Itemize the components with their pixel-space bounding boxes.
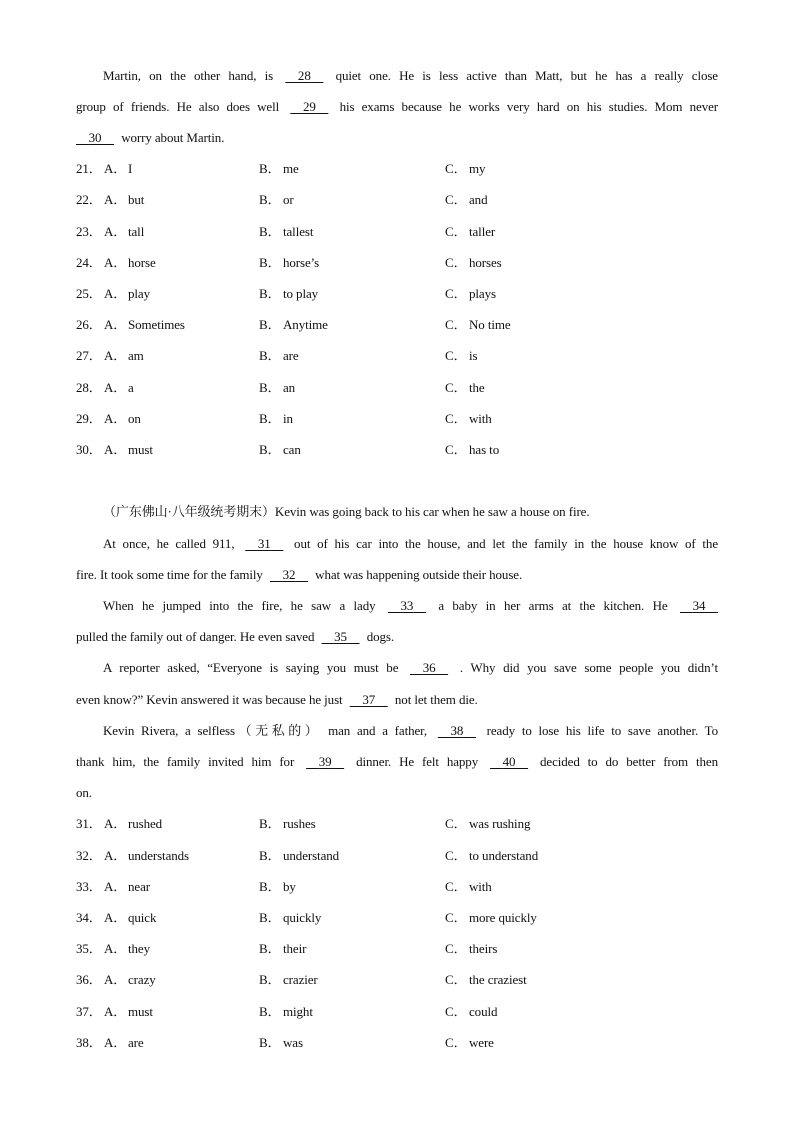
question-22-option-b[interactable] [259,190,294,210]
option-a[interactable]: quick [128,910,157,925]
text-segment: dinner. He felt happy [356,754,479,769]
option-a-label: A． [104,380,127,395]
option-b[interactable]: me [283,161,299,176]
option-b[interactable]: an [283,380,296,395]
question-21-option-b[interactable] [259,159,299,179]
question-22-option-c[interactable] [445,190,487,210]
option-a[interactable]: but [128,192,145,207]
option-c[interactable]: my [469,161,486,176]
option-b-label: B． [259,1004,281,1019]
option-c-label: C． [445,879,467,894]
text-segment: worry about Martin. [121,130,225,145]
option-c[interactable]: with [469,411,492,426]
question-35 [76,939,150,959]
question-38-option-c[interactable] [445,1033,494,1053]
question-22 [76,190,144,210]
question-23-option-c[interactable] [445,222,495,242]
text-segment: When he jumped into the fire, he saw a lady [103,598,376,613]
option-b[interactable]: Anytime [283,317,328,332]
question-number: 36． [76,972,102,987]
option-b[interactable]: horse’s [283,255,320,270]
question-30-option-c[interactable] [445,440,499,460]
question-25-option-c[interactable] [445,284,496,304]
option-a[interactable]: near [128,879,150,894]
text-segment: not let them die. [394,692,478,707]
option-b-label: B． [259,380,281,395]
text-segment: his exams because he works very hard on his studies. Mom never [339,99,718,114]
question-25 [76,284,150,304]
question-27-option-c[interactable] [445,346,477,366]
option-b-label: B． [259,255,281,270]
blank-35[interactable]: 35 [334,629,347,644]
option-a-label: A． [104,192,127,207]
question-35-option-c[interactable] [445,939,497,959]
question-number: 29． [76,411,102,426]
option-b[interactable]: might [283,1004,313,1019]
question-number: 22． [76,192,102,207]
option-a[interactable]: rushed [128,816,163,831]
option-c[interactable]: No time [469,317,511,332]
question-number: 21． [76,161,102,176]
option-c-label: C． [445,1004,467,1019]
option-a-label: A． [104,161,127,176]
question-29 [76,409,141,429]
question-number: 37． [76,1004,102,1019]
question-27 [76,346,144,366]
option-a[interactable]: they [128,941,150,956]
question-32-option-c[interactable] [445,846,538,866]
option-c-label: C． [445,1035,467,1050]
option-c[interactable]: with [469,879,492,894]
option-b-label: B． [259,1035,281,1050]
passage2-p1-line2 [76,565,718,585]
question-number: 33． [76,879,102,894]
question-26 [76,315,185,335]
option-b-label: B． [259,910,281,925]
option-b[interactable]: to play [283,286,319,301]
blank-36[interactable]: 36 [422,660,436,675]
option-b[interactable]: rushes [283,816,316,831]
option-c-label: C． [445,380,467,395]
option-a-label: A． [104,286,127,301]
option-b-label: B． [259,161,281,176]
option-c[interactable]: was rushing [469,816,531,831]
option-b-label: B． [259,848,281,863]
question-number: 35． [76,941,102,956]
text-segment: Kevin Rivera, a selfless（无私的） man and a father, [103,723,428,738]
question-34-option-c[interactable] [445,908,537,928]
passage1-line3 [76,128,718,148]
option-a-label: A． [104,816,127,831]
text-segment: what was happening outside their house. [315,567,523,582]
question-32 [76,846,189,866]
option-b[interactable]: quickly [283,910,322,925]
option-a[interactable]: horse [128,255,156,270]
option-b-label: B． [259,879,281,894]
option-a-label: A． [104,879,127,894]
question-26-option-b[interactable] [259,315,328,335]
text-segment: quiet one. He is less active than Matt, but he has a really close [335,68,718,83]
text-segment: even know?” Kevin answered it was because he just [76,692,343,707]
passage-source-heading: （广东佛山·八年级统考期末）Kevin was going back to his car when he saw a house on fire. [103,504,590,519]
option-b-label: B． [259,224,281,239]
option-c-label: C． [445,816,467,831]
question-number: 26． [76,317,102,332]
passage2-p4-line1 [103,721,718,741]
passage2-p4-line3 [76,783,718,803]
blank-40[interactable]: 40 [502,754,516,769]
passage2-p2-line2 [76,627,718,647]
option-b-label: B． [259,192,281,207]
option-a-label: A． [104,255,127,270]
question-25-option-b[interactable] [259,284,318,304]
option-c[interactable]: and [469,192,488,207]
text-segment: a baby in her arms at the kitchen. He [438,598,668,613]
option-c[interactable]: plays [469,286,496,301]
text-segment: At once, he called 911, [103,536,235,551]
question-28-option-b[interactable] [259,378,295,398]
option-b[interactable]: can [283,442,301,457]
passage1-line2 [76,97,718,117]
text-segment: thank him, the family invited him for [76,754,295,769]
question-23-option-b[interactable] [259,222,313,242]
option-a-label: A． [104,1035,127,1050]
option-c[interactable]: horses [469,255,502,270]
text-segment: A reporter asked, “Everyone is saying you must be [103,660,399,675]
blank-34[interactable]: 34 [692,598,706,613]
blank-30[interactable]: 30 [88,130,102,145]
passage1-line1 [103,66,718,86]
option-b-label: B． [259,317,281,332]
option-a[interactable]: Sometimes [128,317,185,332]
option-b-label: B． [259,442,281,457]
option-c[interactable]: taller [469,224,496,239]
question-28 [76,378,134,398]
question-34 [76,908,156,928]
option-b[interactable]: crazier [283,972,318,987]
option-c[interactable]: to understand [469,848,539,863]
option-c-label: C． [445,286,467,301]
question-24 [76,253,156,273]
blank-29[interactable]: 29 [302,99,316,114]
option-a-label: A． [104,442,127,457]
option-c-label: C． [445,972,467,987]
question-36-option-b[interactable] [259,970,318,990]
question-31 [76,814,162,834]
text-segment: pulled the family out of danger. He even saved [76,629,315,644]
option-a[interactable]: on [128,411,141,426]
option-a[interactable]: am [128,348,144,363]
question-32-option-b[interactable] [259,846,339,866]
option-b-label: B． [259,816,281,831]
option-c[interactable]: theirs [469,941,498,956]
text-segment: on. [76,785,92,800]
option-a[interactable]: play [128,286,150,301]
blank-28[interactable]: 28 [297,68,311,83]
question-37-option-c[interactable] [445,1002,497,1022]
question-21-option-c[interactable] [445,159,485,179]
text-segment: out of his car into the house, and let the family in the house know of the [294,536,718,551]
question-number: 24． [76,255,102,270]
option-b[interactable]: understand [283,848,340,863]
question-38 [76,1033,144,1053]
option-c-label: C． [445,848,467,863]
question-number: 30． [76,442,102,457]
blank-32[interactable]: 32 [282,567,296,582]
option-a-label: A． [104,348,127,363]
question-38-option-b[interactable] [259,1033,303,1053]
option-c[interactable]: were [469,1035,494,1050]
question-number: 32． [76,848,102,863]
blank-31[interactable]: 31 [257,536,271,551]
option-c-label: C． [445,411,467,426]
option-b[interactable]: in [283,411,293,426]
question-number: 25． [76,286,102,301]
option-b[interactable]: was [283,1035,303,1050]
question-31-option-b[interactable] [259,814,316,834]
question-27-option-b[interactable] [259,346,299,366]
question-24-option-c[interactable] [445,253,502,273]
option-c[interactable]: is [469,348,478,363]
passage2-p4-line2 [76,752,718,772]
option-a-label: A． [104,910,127,925]
option-a-label: A． [104,411,127,426]
option-c-label: C． [445,317,467,332]
question-37 [76,1002,153,1022]
question-37-option-b[interactable] [259,1002,313,1022]
text-segment: ready to lose his life to save another. To [486,723,718,738]
option-b-label: B． [259,286,281,301]
option-b[interactable]: by [283,879,296,894]
question-33-option-c[interactable] [445,877,492,897]
option-b-label: B． [259,972,281,987]
option-c-label: C． [445,442,467,457]
option-c[interactable]: has to [469,442,500,457]
option-a[interactable]: must [128,442,153,457]
option-b[interactable]: their [283,941,307,956]
question-number: 34． [76,910,102,925]
question-number: 27． [76,348,102,363]
option-c-label: C． [445,224,467,239]
question-24-option-b[interactable] [259,253,319,273]
option-c-label: C． [445,941,467,956]
question-number: 31． [76,816,102,831]
option-c[interactable]: the [469,380,485,395]
option-a[interactable]: crazy [128,972,156,987]
option-b[interactable]: or [283,192,294,207]
passage2-header [103,502,745,522]
question-33 [76,877,150,897]
question-number: 23． [76,224,102,239]
question-30 [76,440,153,460]
option-a[interactable]: must [128,1004,153,1019]
question-29-option-c[interactable] [445,409,492,429]
question-29-option-b[interactable] [259,409,293,429]
option-c[interactable]: the craziest [469,972,527,987]
option-a[interactable]: I [128,161,133,176]
option-a-label: A． [104,224,127,239]
question-31-option-c[interactable] [445,814,530,834]
option-b[interactable]: are [283,348,299,363]
option-c[interactable]: more quickly [469,910,537,925]
passage2-p3-line1 [103,658,718,678]
question-36-option-c[interactable] [445,970,527,990]
option-a-label: A． [104,317,127,332]
option-b[interactable]: tallest [283,224,314,239]
option-a[interactable]: are [128,1035,144,1050]
option-c-label: C． [445,255,467,270]
blank-38[interactable]: 38 [450,723,464,738]
question-21 [76,159,132,179]
option-c-label: C． [445,910,467,925]
question-number: 38． [76,1035,102,1050]
question-26-option-c[interactable] [445,315,511,335]
option-b-label: B． [259,941,281,956]
option-c-label: C． [445,348,467,363]
option-c-label: C． [445,161,467,176]
blank-37[interactable]: 37 [362,692,376,707]
option-b-label: B． [259,411,281,426]
option-a[interactable]: a [128,380,134,395]
question-33-option-b[interactable] [259,877,296,897]
option-c-label: C． [445,192,467,207]
option-b-label: B． [259,348,281,363]
question-35-option-b[interactable] [259,939,306,959]
blank-39[interactable]: 39 [318,754,332,769]
question-number: 28． [76,380,102,395]
text-segment: decided to do better from then [540,754,718,769]
option-a-label: A． [104,972,127,987]
option-a-label: A． [104,941,127,956]
text-segment: group of friends. He also does well [76,99,280,114]
option-c[interactable]: could [469,1004,498,1019]
question-34-option-b[interactable] [259,908,321,928]
option-a-label: A． [104,1004,127,1019]
question-30-option-b[interactable] [259,440,301,460]
text-segment: dogs. [366,629,395,644]
option-a[interactable]: tall [128,224,145,239]
question-23 [76,222,144,242]
passage2-p3-line2 [76,690,718,710]
question-28-option-c[interactable] [445,378,485,398]
question-36 [76,970,156,990]
text-segment: fire. It took some time for the family [76,567,263,582]
text-segment: Martin, on the other hand, is [103,68,274,83]
option-a-label: A． [104,848,127,863]
option-a[interactable]: understands [128,848,189,863]
passage2-p2-line1 [103,596,718,616]
passage2-p1-line1 [103,534,718,554]
text-segment: . Why did you save some people you didn’t [459,660,718,675]
blank-33[interactable]: 33 [400,598,414,613]
